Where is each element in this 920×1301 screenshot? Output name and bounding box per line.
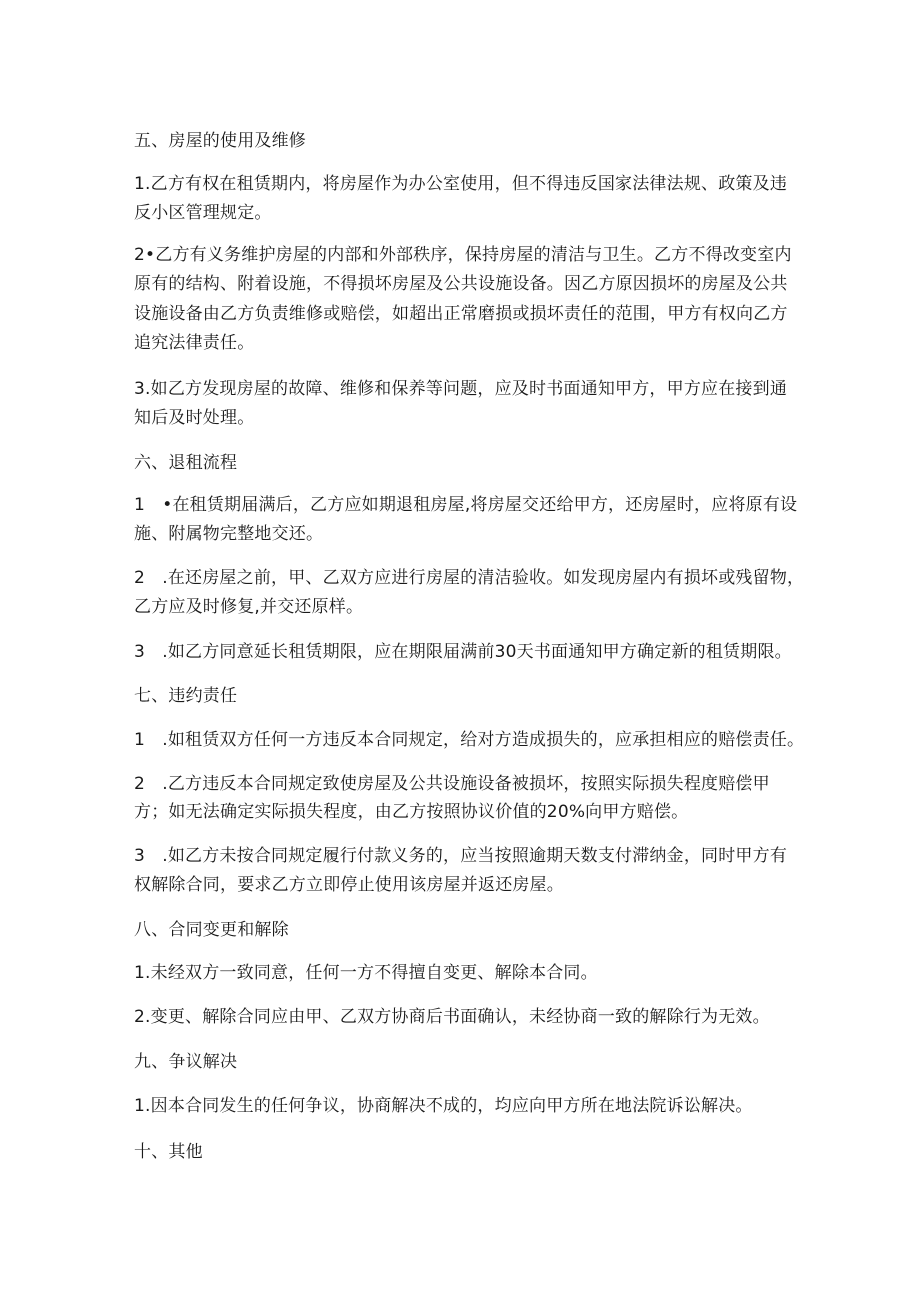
section-heading-6: 六、退租流程 xyxy=(134,453,238,473)
clause-5-1-line-1: 1.乙方有权在租赁期内，将房屋作为办公室使用，但不得违反国家法律法规、政策及违 xyxy=(134,174,788,194)
clause-7-3-line-2: 权解除合同，要求乙方立即停止使用该房屋并返还房屋。 xyxy=(134,875,564,895)
clause-6-1-line-1: 1 •在租赁期届满后，乙方应如期退租房屋,将房屋交还给甲方，还房屋时，应将原有设 xyxy=(134,495,798,515)
clause-8-1-line-1: 1.未经双方一致同意，任何一方不得擅自变更、解除本合同。 xyxy=(134,963,598,983)
section-heading-10: 十、其他 xyxy=(134,1142,203,1162)
section-heading-9: 九、争议解决 xyxy=(134,1052,238,1072)
clause-9-1-line-1: 1.因本合同发生的任何争议，协商解决不成的，均应向甲方所在地法院诉讼解决。 xyxy=(134,1096,753,1116)
clause-7-1-line-1: 1 .如租赁双方任何一方违反本合同规定，给对方造成损失的，应承担相应的赔偿责任。 xyxy=(134,730,805,750)
clause-8-2-line-1: 2.变更、解除合同应由甲、乙双方协商后书面确认，未经协商一致的解除行为无效。 xyxy=(134,1007,770,1027)
clause-5-3-line-1: 3.如乙方发现房屋的故障、维修和保养等问题，应及时书面通知甲方，甲方应在接到通 xyxy=(134,379,788,399)
clause-6-1-line-2: 施、附属物完整地交还。 xyxy=(134,524,324,544)
clause-6-3-line-1: 3 .如乙方同意延长租赁期限，应在期限届满前30天书面通知甲方确定新的租赁期限。 xyxy=(134,642,792,662)
section-heading-7: 七、违约责任 xyxy=(134,686,238,706)
clause-5-2-line-3: 设施设备由乙方负责维修或赔偿，如超出正常磨损或损坏责任的范围，甲方有权向乙方 xyxy=(134,304,788,324)
clause-6-2-line-2: 乙方应及时修复,并交还原样。 xyxy=(134,597,364,617)
section-heading-5: 五、房屋的使用及维修 xyxy=(134,131,306,151)
clause-6-2-line-1: 2 .在还房屋之前，甲、乙双方应进行房屋的清洁验收。如发现房屋内有损坏或残留物， xyxy=(134,568,805,588)
clause-5-2-line-1: 2•乙方有义务维护房屋的内部和外部秩序，保持房屋的清洁与卫生。乙方不得改变室内 xyxy=(134,245,792,265)
clause-5-3-line-2: 知后及时处理。 xyxy=(134,408,255,428)
clause-5-2-line-2: 原有的结构、附着设施，不得损坏房屋及公共设施设备。因乙方原因损坏的房屋及公共 xyxy=(134,274,788,294)
clause-7-2-line-2: 方；如无法确定实际损失程度，由乙方按照协议价值的20%向甲方赔偿。 xyxy=(134,802,689,822)
section-heading-8: 八、合同变更和解除 xyxy=(134,920,289,940)
clause-7-2-line-1: 2 .乙方违反本合同规定致使房屋及公共设施设备被损坏，按照实际损失程度赔偿甲 xyxy=(134,774,770,794)
clause-5-2-line-4: 追究法律责任。 xyxy=(134,333,255,353)
clause-5-1-line-2: 反小区管理规定。 xyxy=(134,203,272,223)
clause-7-3-line-1: 3 .如乙方未按合同规定履行付款义务的，应当按照逾期天数支付滞纳金，同时甲方有 xyxy=(134,846,788,866)
